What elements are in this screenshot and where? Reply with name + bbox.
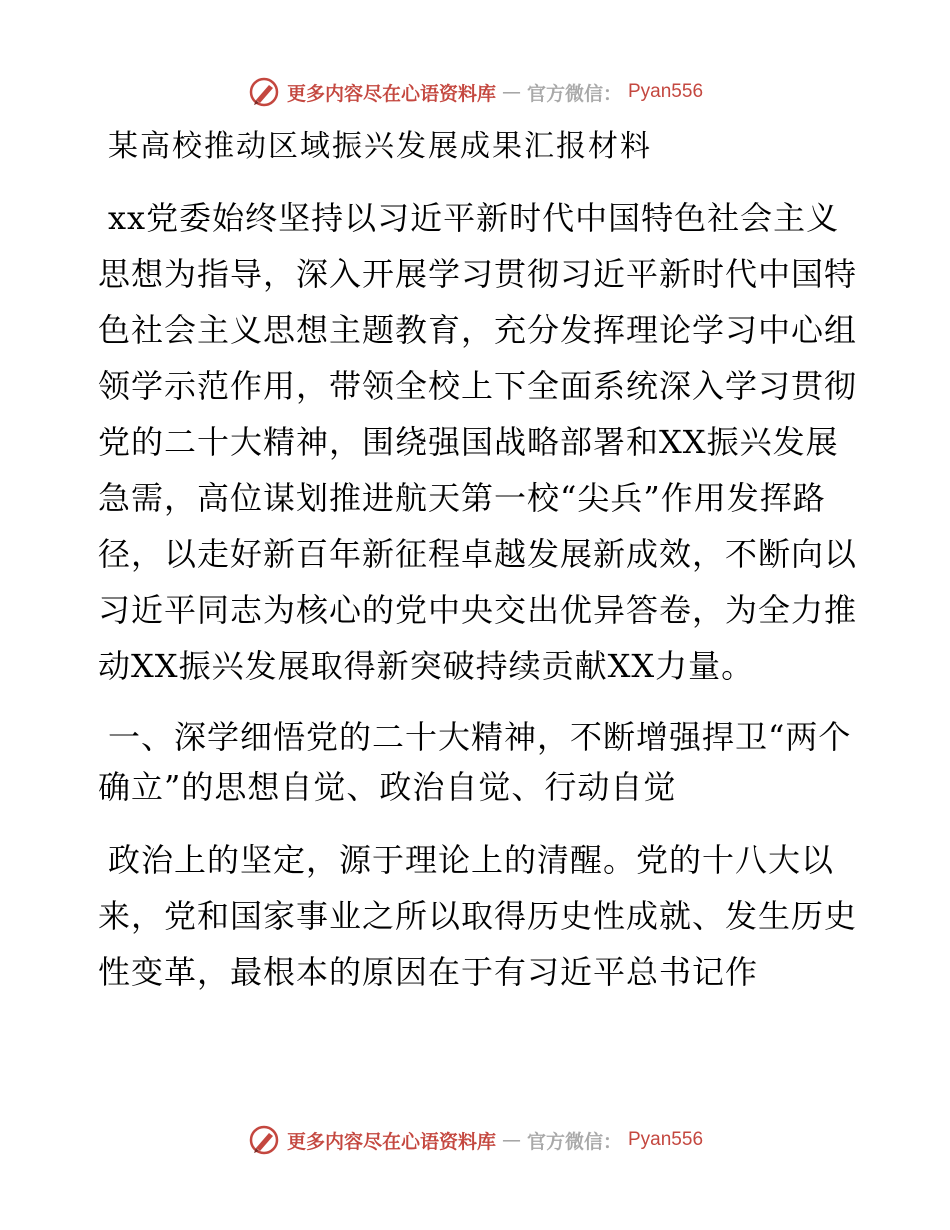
paragraph-section-1: 政治上的坚定，源于理论上的清醒。党的十八大以来，党和国家事业之所以取得历史性成就、发生历史性变革，最根本的原因在于有习近平总书记作: [98, 841, 858, 991]
watermark-dash: —: [501, 81, 521, 103]
watermark-wechat-id: Pyan556: [628, 81, 704, 102]
section-heading-1: 一、深学细悟党的二十大精神，不断增强捍卫“两个确立”的思想自觉、政治自觉、行动自觉: [98, 718, 852, 806]
watermark-dash: —: [501, 1129, 521, 1151]
watermark-header: [0, 72, 950, 112]
document-title: 某高校推动区域振兴发展成果汇报材料: [108, 129, 652, 164]
watermark-wechat-id: Pyan556: [628, 1129, 704, 1150]
watermark-footer: [0, 1120, 950, 1160]
paragraph-intro: xx党委始终坚持以习近平新时代中国特色社会主义思想为指导，深入开展学习贯彻习近平新时代中国特色社会主义思想主题教育，充分发挥理论学习中心组领学示范作用，带领全校上下全面系统深入学习贯彻党的二十大精神，围绕强国战略部署和XX振兴发展急需，高位谋划推进航天第一校“尖兵”作用发挥路径，以走好新百年新征程卓越发展新成效，不断向以习近平同志为核心的党中央交出优异答卷，为全力推动XX振兴发展取得新突破持续贡献XX力量。: [98, 199, 858, 685]
pen-logo-icon: [247, 75, 281, 109]
document-body: [98, 124, 858, 1018]
watermark-text: 更多内容尽在心语资料库: [286, 1130, 496, 1153]
pen-logo-icon: [247, 1123, 281, 1157]
watermark-text: 更多内容尽在心语资料库: [286, 82, 496, 105]
watermark-wechat-label: 官方微信：: [526, 82, 622, 105]
watermark-wechat-label: 官方微信：: [526, 1130, 622, 1153]
